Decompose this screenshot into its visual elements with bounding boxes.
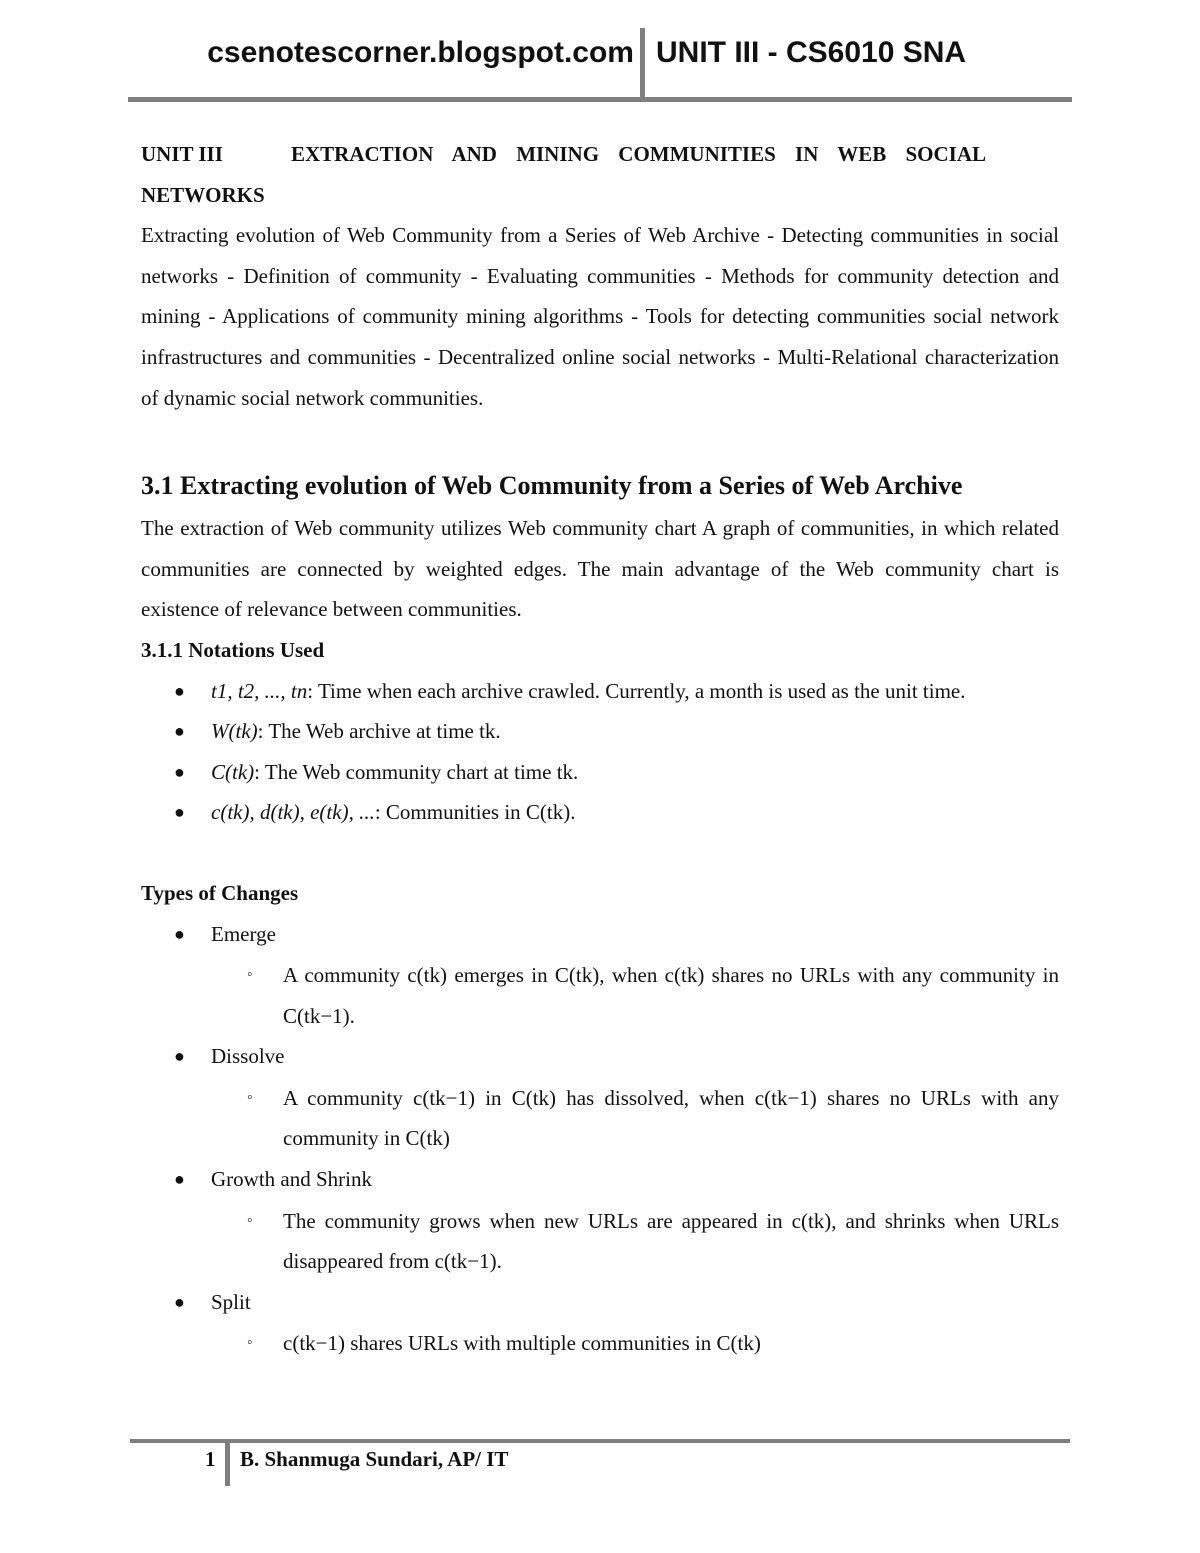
- change-label: Dissolve: [211, 1044, 285, 1069]
- bullet-icon: ●: [174, 1291, 185, 1312]
- list-item: [141, 1282, 1059, 1323]
- page-content: [141, 134, 1059, 1364]
- header-divider: [640, 28, 645, 100]
- sub-bullet-icon: ◦: [247, 1211, 253, 1229]
- bullet-icon: ●: [174, 923, 185, 944]
- list-item: [211, 1078, 1059, 1159]
- notation-term: W(tk): [211, 719, 258, 744]
- bullet-icon: ●: [174, 1046, 185, 1067]
- bullet-icon: ●: [174, 1169, 185, 1190]
- change-detail: A community c(tk−1) in C(tk) has dissolved, when c(tk−1) shares no URLs with any community in C(tk): [283, 1085, 1059, 1151]
- list-item: [211, 955, 1059, 1036]
- change-detail: The community grows when new URLs are appeared in c(tk), and shrinks when URLs disappeared from c(tk−1).: [283, 1208, 1059, 1274]
- unit-title-line1: EXTRACTION AND MINING COMMUNITIES IN WEB SOCIAL: [291, 142, 987, 166]
- notation-term: c(tk), d(tk), e(tk), ...: [211, 800, 375, 825]
- sub-bullet-icon: ◦: [247, 966, 253, 984]
- notations-list: [141, 671, 1059, 833]
- change-label: Emerge: [211, 921, 276, 946]
- page-number: 1: [205, 1447, 216, 1471]
- list-item: [141, 671, 1059, 712]
- bullet-icon: ●: [174, 802, 185, 823]
- change-label: Split: [211, 1289, 251, 1314]
- list-item: [141, 1159, 1059, 1200]
- list-item: [141, 914, 1059, 955]
- change-detail: c(tk−1) shares URLs with multiple communities in C(tk): [283, 1331, 761, 1356]
- header-unit-code: UNIT III - CS6010 SNA: [656, 36, 967, 69]
- bullet-icon: ●: [174, 721, 185, 742]
- footer-author: B. Shanmuga Sundari, AP/ IT: [240, 1447, 509, 1471]
- footer-divider: [225, 1440, 230, 1486]
- section-title: 3.1 Extracting evolution of Web Community from a Series of Web Archive: [141, 471, 963, 501]
- list-item: [141, 1078, 1059, 1159]
- unit-heading: [141, 134, 1059, 175]
- changes-list: [141, 914, 1059, 1365]
- list-item: [141, 1201, 1059, 1282]
- sub-list: [141, 1201, 1059, 1282]
- list-item: [211, 1201, 1059, 1282]
- sub-bullet-icon: ◦: [247, 1334, 253, 1352]
- notation-desc: : Communities in C(tk).: [374, 800, 576, 825]
- notation-desc: : The Web community chart at time tk.: [254, 759, 579, 784]
- footer-rule: [130, 1439, 1070, 1443]
- unit-label: UNIT III: [141, 142, 223, 166]
- list-item: [211, 1323, 1059, 1364]
- list-item: [141, 1323, 1059, 1364]
- notation-term: t1, t2, ..., tn: [211, 678, 308, 703]
- header-site: csenotescorner.blogspot.com: [207, 36, 634, 69]
- changes-title: Types of Changes: [141, 880, 299, 905]
- notation-desc: : Time when each archive crawled. Currently, a month is used as the unit time.: [307, 678, 966, 703]
- sub-list: [141, 955, 1059, 1036]
- change-label: Growth and Shrink: [211, 1167, 372, 1192]
- notation-desc: : The Web archive at time tk.: [257, 719, 501, 744]
- change-detail: A community c(tk) emerges in C(tk), when c(tk) shares no URLs with any community in C(tk−1).: [283, 963, 1059, 1028]
- list-item: [141, 792, 1059, 833]
- sub-list: [141, 1323, 1059, 1364]
- unit-title-line2: NETWORKS: [141, 182, 265, 207]
- notation-term: C(tk): [211, 759, 255, 784]
- bullet-icon: ●: [174, 680, 185, 701]
- notations-title: 3.1.1 Notations Used: [141, 637, 325, 662]
- list-item: [141, 955, 1059, 1036]
- sub-bullet-icon: ◦: [247, 1088, 253, 1106]
- list-item: [141, 711, 1059, 752]
- list-item: [141, 752, 1059, 793]
- section-intro: The extraction of Web community utilizes Web community chart A graph of communities, in which related communities are connected by weighted edges. The main advantage of the Web community chart is existence of relevance between communities.: [141, 516, 1059, 622]
- bullet-icon: ●: [174, 761, 185, 782]
- header-rule: [128, 97, 1072, 102]
- list-item: [141, 1036, 1059, 1077]
- sub-list: [141, 1078, 1059, 1159]
- syllabus-topics: Extracting evolution of Web Community from a Series of Web Archive - Detecting communities in social networks - Definition of community - Evaluating communities - Methods for community detection and mining - Applications of community mining algorithms - Tools for detecting communities social network infrastructures and communities - Decentralized online social networks - Multi-Relational characterization of dynamic social network communities.: [141, 223, 1059, 410]
